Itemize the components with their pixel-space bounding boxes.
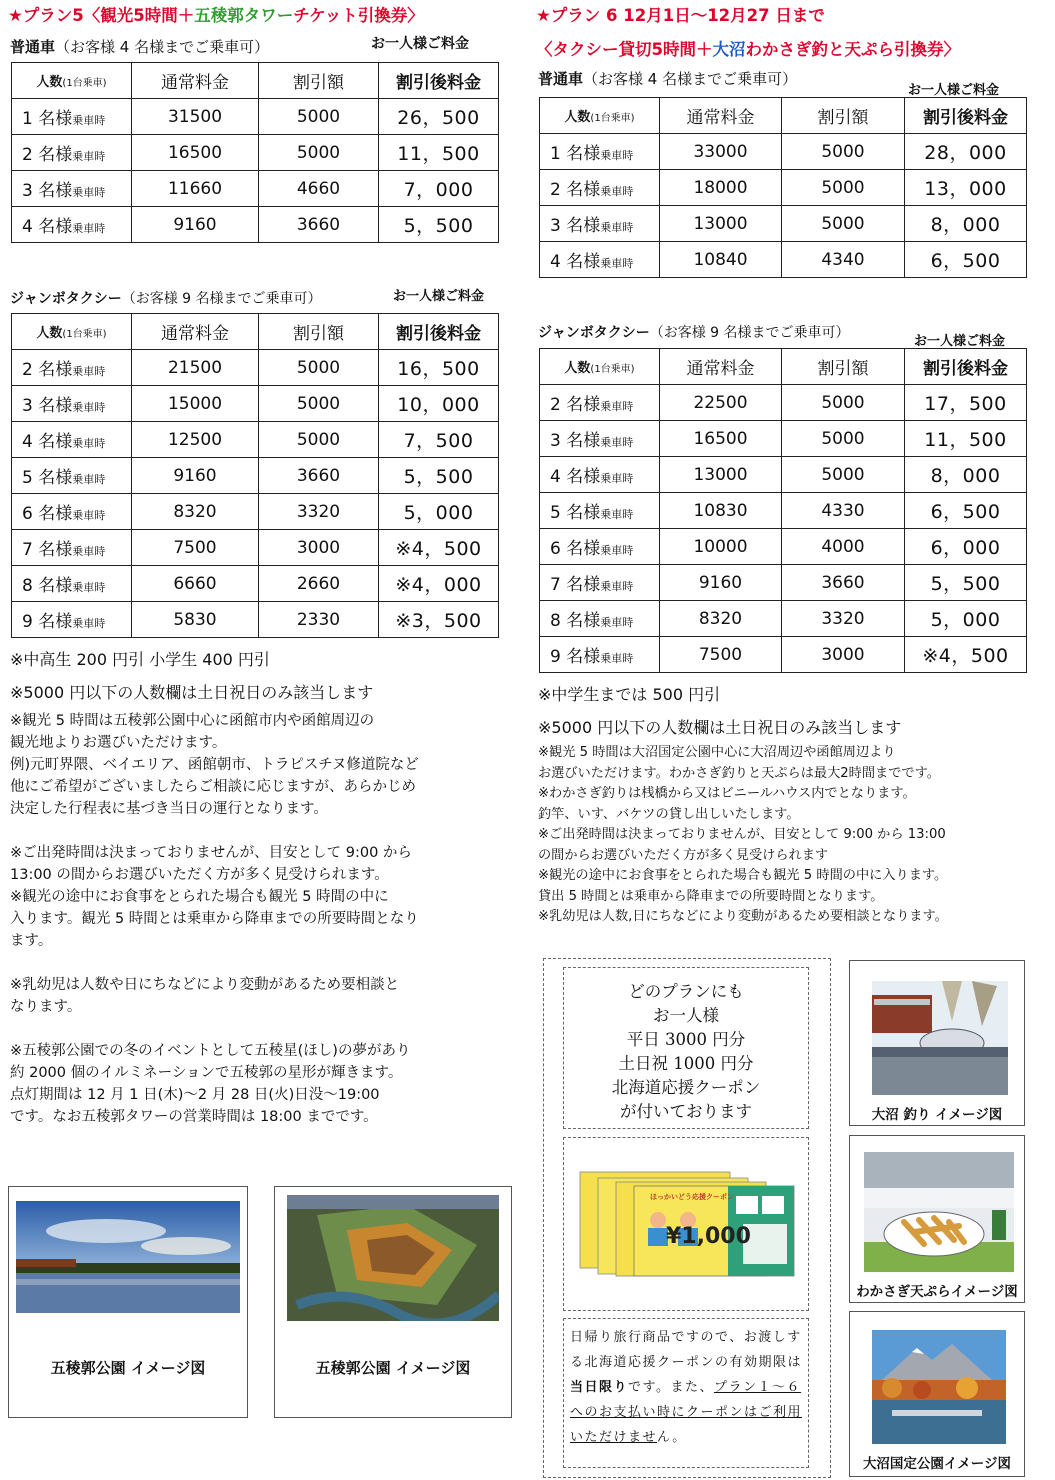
plan6-subtitle [536,36,960,60]
plan5-title-part: ★プラン5〈観光5時間＋ [8,6,195,25]
table-row [12,350,499,386]
per-person-label: お一人様ご料金 [914,334,1006,349]
weekend-only-note: ※5000 円以下の人数欄は土日祝日のみ該当します [538,718,902,737]
passenger-count-cell: 3 名様乗車時 [12,171,132,207]
capacity-note: （お客様 9 名様までご乗車可） [121,291,322,307]
discount-cell: 5000 [782,170,905,206]
table-row [540,493,1027,529]
discount-cell: 4660 [259,171,379,207]
final-fare-cell: 6，000 [905,529,1027,565]
table-row [540,170,1027,206]
plan5-title-tower: 五稜郭タワー [194,6,294,25]
column-header: 割引後料金 [379,63,499,99]
student-discount-note: ※中学生までは 500 円引 [538,685,721,704]
final-fare-cell: ※4，500 [905,637,1027,673]
discount-cell: 2330 [259,602,379,638]
plan6-notes: ※観光 5 時間は大沼国定公園中心に大沼周辺や函館周辺より お選びいただけます。わかさぎ釣りと天ぷらは最大2時間までです。 ※わかさぎ釣りは桟橋から又はビニールハウス内でとなります。 釣竿、いす、バケツの貸し出しいたします。 ※ご出発時間は決まっておりませんが、目安として 9:00 から 13:00 の間からお選びいただく方が多く見受けられます ※観光の途中にお食事をとられた場合も観光 5 時間の中に入ります。 貸出 5 時間とは乗車から降車までの所要時間となります。 ※乳幼児は人数,日にちなどにより変動があるため要相談となります。 [538,745,948,924]
discount-cell: 5000 [782,385,905,421]
photo-caption: わかさぎ天ぷらイメージ図 [856,1284,1018,1300]
passenger-count-cell: 3 名様乗車時 [540,206,660,242]
coupon-promo-text: どのプランにも お一人様 平日 3000 円分 土日祝 1000 円分 北海道応援クーポン が付いております [611,982,761,1121]
final-fare-cell: 16，500 [379,350,499,386]
plan6-subtitle-onuma: 大沼 [712,40,746,59]
column-header: 通常料金 [132,63,259,99]
table-row [12,566,499,602]
vehicle-label: 普通車 [538,70,584,88]
final-fare-cell: 11，500 [905,421,1027,457]
header-row [540,98,1027,134]
table-row [12,602,499,638]
normal-fare-cell: 21500 [132,350,259,386]
final-fare-cell: 5，500 [905,565,1027,601]
final-fare-cell: 8，000 [905,457,1027,493]
discount-cell: 2660 [259,566,379,602]
final-fare-cell: 28，000 [905,134,1027,170]
normal-fare-cell: 13000 [660,457,782,493]
passenger-count-cell: 1 名様乗車時 [540,134,660,170]
plan6-subtitle-part: わかさぎ釣と天ぷら引換券〉 [745,40,960,59]
table-row [540,206,1027,242]
passenger-count-cell: 5 名様乗車時 [12,458,132,494]
plan5-title [8,2,424,26]
capacity-note: （お客様 4 名様までご乗車可） [583,70,798,88]
discount-cell: 5000 [782,206,905,242]
normal-fare-cell: 16500 [132,135,259,171]
normal-fare-cell: 10000 [660,529,782,565]
final-fare-cell: 7，000 [379,171,499,207]
normal-fare-cell: 11660 [132,171,259,207]
final-fare-cell: 5，000 [905,601,1027,637]
normal-fare-cell: 10830 [660,493,782,529]
normal-fare-cell: 18000 [660,170,782,206]
photo-caption: 五稜郭公園 イメージ図 [315,1359,471,1377]
normal-fare-cell: 9160 [132,207,259,243]
vehicle-label: 普通車 [10,38,56,56]
per-person-label: お一人様ご料金 [371,36,469,52]
normal-fare-cell: 13000 [660,206,782,242]
coupon-image-box [563,1137,809,1311]
plan5-notes: ※観光 5 時間は五稜郭公園中心に函館市内や函館周辺の 観光地よりお選びいただけます。 例)元町界隈、ベイエリア、函館朝市、トラピスチヌ修道院など 他にご希望がございましたらご相談に応じますが、あらかじめ 決定した行程表に基づき当日の運行となります。 ※ご出発時間は決まっておりませんが、目安として 9:00 から 13:00 の間からお選びいただく方が多く見受けられます。 ※観光の途中にお食事をとられた場合も観光 5 時間の中に 入ります。観光 5 時間とは乗車から降車までの所要時間となり ます。 ※乳幼児は人数や日にちなどにより変動があるため要相談と なります。 ※五稜郭公園での冬のイベントとして五稜星(ほし)の夢があり 約 2000 個のイルミネーションで五稜郭の星形が輝きます。 点灯期間は 12 月 1 日(木)～2 月 28 日(火)日没～19:00 です。なお五稜郭タワーの営業時間は 18:00 までです。 [10,713,419,1125]
passenger-count-cell: 3 名様乗車時 [540,421,660,457]
table-row [12,458,499,494]
passenger-count-cell: 7 名様乗車時 [12,530,132,566]
passenger-count-cell: 6 名様乗車時 [540,529,660,565]
coupon-amount: ¥1,000 [666,1224,751,1249]
vehicle-label: ジャンボタクシー [538,325,650,341]
final-fare-cell: 6，500 [905,242,1027,278]
column-header: 割引額 [782,98,905,134]
passenger-count-cell: 2 名様乗車時 [12,350,132,386]
column-header: 人数(1台乗車) [12,63,132,99]
table-row [540,457,1027,493]
normal-fare-cell: 7500 [132,530,259,566]
table-row [12,171,499,207]
final-fare-cell: 5，500 [379,458,499,494]
goryokaku-aerial-photo [287,1195,499,1321]
coupon-promo-box [563,967,809,1129]
passenger-count-cell: 4 名様乗車時 [540,242,660,278]
plan6-standard-heading [538,68,797,89]
plan6-jumbo-heading [538,322,850,342]
table-row [12,99,499,135]
discount-cell: 5000 [259,350,379,386]
passenger-count-cell: 2 名様乗車時 [540,170,660,206]
passenger-count-cell: 9 名様乗車時 [540,637,660,673]
discount-cell: 3000 [782,637,905,673]
column-header: 人数(1台乗車) [540,98,660,134]
column-header: 割引後料金 [905,98,1027,134]
column-header: 通常料金 [132,314,259,350]
discount-cell: 4340 [782,242,905,278]
table-row [12,207,499,243]
final-fare-cell: 13，000 [905,170,1027,206]
discount-cell: 5000 [259,135,379,171]
plan5-standard-table [11,62,499,243]
column-header: 通常料金 [660,98,782,134]
normal-fare-cell: 10840 [660,242,782,278]
plan5-standard-heading [10,36,269,57]
final-fare-cell: ※4，000 [379,566,499,602]
normal-fare-cell: 6660 [132,566,259,602]
passenger-count-cell: 2 名様乗車時 [12,135,132,171]
table-row [12,135,499,171]
passenger-count-cell: 6 名様乗車時 [12,494,132,530]
photo-goryokaku-1 [8,1186,248,1418]
passenger-count-cell: 8 名様乗車時 [12,566,132,602]
normal-fare-cell: 8320 [660,601,782,637]
vehicle-label: ジャンボタクシー [10,291,122,307]
header-row [12,63,499,99]
table-row [540,637,1027,673]
final-fare-cell: ※4，500 [379,530,499,566]
final-fare-cell: 26，500 [379,99,499,135]
normal-fare-cell: 9160 [660,565,782,601]
column-header: 通常料金 [660,349,782,385]
discount-cell: 5000 [259,99,379,135]
final-fare-cell: 5，000 [379,494,499,530]
column-header: 人数(1台乗車) [12,314,132,350]
normal-fare-cell: 7500 [660,637,782,673]
table-row [12,386,499,422]
coupon-banner-text: ほっかいどう応援クーポン [650,1193,734,1201]
normal-fare-cell: 33000 [660,134,782,170]
discount-cell: 3660 [259,458,379,494]
photo-caption: 大沼国定公園イメージ図 [862,1456,1012,1472]
student-discount-note: ※中高生 200 円引 小学生 400 円引 [10,650,270,669]
per-person-label: お一人様ご料金 [393,289,485,304]
plan6-subtitle-part: 〈タクシー貸切5時間＋ [536,40,713,59]
discount-cell: 5000 [259,422,379,458]
weekend-only-note: ※5000 円以下の人数欄は土日祝日のみ該当します [10,683,374,702]
fineprint-text: 日帰り旅行商品ですので、お渡しする北海道応援クーポンの有効期限は [570,1330,803,1370]
onuma-park-photo [872,1330,1006,1444]
coupon-fineprint-box [563,1318,809,1468]
final-fare-cell: 17，500 [905,385,1027,421]
passenger-count-cell: 4 名様乗車時 [540,457,660,493]
photo-caption: 大沼 釣り イメージ図 [871,1107,1003,1123]
coupon-image [578,1164,796,1278]
passenger-count-cell: 1 名様乗車時 [12,99,132,135]
table-row [12,494,499,530]
passenger-count-cell: 3 名様乗車時 [12,386,132,422]
normal-fare-cell: 16500 [660,421,782,457]
table-row [540,134,1027,170]
final-fare-cell: 5，500 [379,207,499,243]
discount-cell: 3320 [259,494,379,530]
plan5-jumbo-heading [10,288,322,308]
plan5-jumbo-table [11,313,499,638]
per-person-label: お一人様ご料金 [908,83,1000,98]
coupon-fineprint [570,1325,806,1450]
final-fare-cell: ※3，500 [379,602,499,638]
photo-caption: 五稜郭公園 イメージ図 [50,1359,206,1377]
discount-cell: 5000 [782,457,905,493]
table-row [540,385,1027,421]
table-row [12,530,499,566]
column-header: 割引後料金 [905,349,1027,385]
fineprint-text: です。また、 [628,1380,714,1395]
discount-cell: 5000 [782,421,905,457]
fineprint-underlined: プラン１～６へのお支払い時にクーポンはご利用いただけませ [570,1380,803,1445]
plan6-standard-table [539,97,1027,278]
plan5-title-part: チケット引換券〉 [293,6,424,25]
normal-fare-cell: 8320 [132,494,259,530]
tempura-photo [864,1152,1014,1272]
plan6-jumbo-table [539,348,1027,673]
discount-cell: 5000 [259,386,379,422]
discount-cell: 4330 [782,493,905,529]
discount-cell: 5000 [782,134,905,170]
fineprint-text: ん。 [657,1430,687,1445]
column-header: 割引額 [259,63,379,99]
table-row [540,601,1027,637]
final-fare-cell: 8，000 [905,206,1027,242]
header-row [540,349,1027,385]
passenger-count-cell: 7 名様乗車時 [540,565,660,601]
final-fare-cell: 10，000 [379,386,499,422]
discount-cell: 3660 [782,565,905,601]
onuma-fishing-photo [872,981,1008,1095]
capacity-note: （お客様 9 名様までご乗車可） [649,325,850,341]
final-fare-cell: 6，500 [905,493,1027,529]
passenger-count-cell: 4 名様乗車時 [12,422,132,458]
final-fare-cell: 7，500 [379,422,499,458]
photo-onuma-park [849,1311,1025,1477]
normal-fare-cell: 22500 [660,385,782,421]
passenger-count-cell: 8 名様乗車時 [540,601,660,637]
normal-fare-cell: 5830 [132,602,259,638]
column-header: 人数(1台乗車) [540,349,660,385]
discount-cell: 3320 [782,601,905,637]
capacity-note: （お客様 4 名様までご乗車可） [55,38,270,56]
passenger-count-cell: 5 名様乗車時 [540,493,660,529]
table-row [540,421,1027,457]
passenger-count-cell: 4 名様乗車時 [12,207,132,243]
column-header: 割引額 [782,349,905,385]
photo-tempura [849,1135,1025,1303]
table-row [540,565,1027,601]
photo-onuma-fishing [849,960,1025,1126]
discount-cell: 3000 [259,530,379,566]
header-row [12,314,499,350]
column-header: 割引額 [259,314,379,350]
fineprint-emphasis: 当日限り [570,1380,629,1395]
plan6-title: ★プラン 6 12月1日～12月27 日まで [536,6,825,25]
goryokaku-park-photo [16,1201,240,1313]
table-row [540,529,1027,565]
normal-fare-cell: 15000 [132,386,259,422]
passenger-count-cell: 2 名様乗車時 [540,385,660,421]
discount-cell: 4000 [782,529,905,565]
passenger-count-cell: 9 名様乗車時 [12,602,132,638]
photo-goryokaku-2 [274,1186,512,1418]
normal-fare-cell: 31500 [132,99,259,135]
normal-fare-cell: 12500 [132,422,259,458]
normal-fare-cell: 9160 [132,458,259,494]
discount-cell: 3660 [259,207,379,243]
table-row [540,242,1027,278]
column-header: 割引後料金 [379,314,499,350]
final-fare-cell: 11，500 [379,135,499,171]
table-row [12,422,499,458]
